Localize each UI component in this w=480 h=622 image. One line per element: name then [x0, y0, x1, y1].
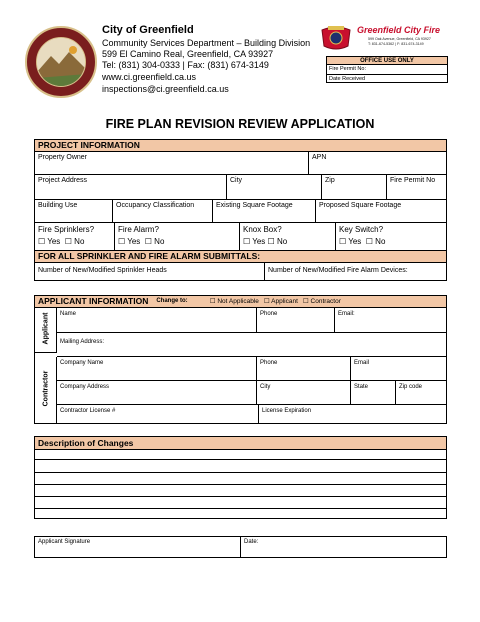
contractor-side-cell — [35, 357, 57, 423]
office-use-box — [326, 56, 448, 83]
city-field[interactable] — [227, 175, 322, 200]
mailing-address-label: Mailing Address: — [60, 339, 105, 345]
company-name-label: Company Name — [60, 360, 104, 366]
description-line[interactable] — [35, 496, 446, 497]
fire-sprinklers-label: Fire Sprinklers? — [38, 225, 95, 234]
city-name: City of Greenfield — [102, 24, 194, 36]
office-fire-permit-field[interactable]: Fire Permit No: — [329, 66, 366, 72]
alarm-devices-label: Number of New/Modified Fire Alarm Devices: — [268, 267, 408, 274]
fire-alarm-yes-checkbox[interactable]: ☐ Yes — [118, 237, 141, 246]
address: 599 El Camino Real, Greenfield, CA 93927 — [102, 49, 274, 59]
signature-field[interactable] — [35, 537, 241, 557]
sprinkler-heads-field[interactable] — [35, 263, 265, 280]
signature-label: Applicant Signature — [38, 539, 91, 545]
company-name-field[interactable] — [57, 357, 257, 381]
project-address-label: Project Address — [38, 177, 88, 184]
applicant-phone-field[interactable] — [257, 308, 335, 333]
building-use-field[interactable] — [35, 200, 113, 223]
applicant-section — [34, 295, 447, 424]
project-header: PROJECT INFORMATION — [35, 140, 446, 152]
mailing-address-field[interactable] — [57, 333, 446, 357]
occupancy-label: Occupancy Classification — [116, 202, 195, 209]
applicant-checkbox[interactable]: ☐ Applicant — [263, 298, 298, 305]
contractor-side-label: Contractor — [42, 370, 50, 407]
existing-sqft-field[interactable] — [213, 200, 316, 223]
fire-sprinklers-no-checkbox[interactable]: ☐ No — [64, 237, 85, 246]
applicant-header — [35, 296, 446, 308]
contractor-email-field[interactable] — [351, 357, 446, 381]
fire-permit-field[interactable] — [387, 175, 446, 200]
license-field[interactable] — [57, 405, 259, 423]
contractor-phone-field[interactable] — [257, 357, 351, 381]
applicant-name-label: Name — [60, 311, 77, 317]
applicant-email-field[interactable] — [335, 308, 446, 333]
contractor-zip-label: Zip code — [399, 384, 423, 390]
project-section — [34, 139, 447, 263]
contractor-zip-field[interactable] — [396, 381, 446, 405]
signature-date-label: Date: — [244, 539, 259, 545]
fire-sprinklers-field — [35, 223, 115, 251]
knox-box-field — [240, 223, 336, 251]
department: Community Services Department – Building Division — [102, 38, 311, 48]
fire-alarm-no-checkbox[interactable]: ☐ No — [144, 237, 165, 246]
license-expiration-field[interactable] — [259, 405, 446, 423]
description-line[interactable] — [35, 508, 446, 509]
project-address-field[interactable] — [35, 175, 227, 200]
signature-date-field[interactable] — [241, 537, 446, 557]
not-applicable-checkbox[interactable]: ☐ Not Applicable — [209, 298, 259, 305]
apn-field[interactable] — [309, 152, 446, 175]
apn-label: APN — [312, 154, 327, 161]
city-label: City — [230, 177, 243, 184]
fire-department-address: 599 Oak Avenue, Greenfield, CA 93927 — [368, 37, 431, 41]
fire-sprinklers-yes-checkbox[interactable]: ☐ Yes — [38, 237, 61, 246]
office-use-header: OFFICE USE ONLY — [327, 57, 447, 65]
applicant-header-label: APPLICANT INFORMATION — [38, 296, 149, 306]
sprinkler-header: FOR ALL SPRINKLER AND FIRE ALARM SUBMITTALS: — [35, 251, 446, 262]
applicant-email-label: Email: — [338, 311, 355, 317]
description-line[interactable] — [35, 472, 446, 473]
knox-box-yes-checkbox[interactable]: ☐ Yes — [243, 237, 266, 246]
contractor-state-field[interactable] — [351, 381, 396, 405]
fire-alarm-label: Fire Alarm? — [118, 225, 159, 234]
applicant-side-label: Applicant — [42, 312, 50, 345]
contractor-checkbox[interactable]: ☐ Contractor — [302, 298, 341, 305]
fire-department-badge-icon — [318, 24, 354, 52]
fire-permit-label: Fire Permit No — [390, 177, 436, 184]
license-expiration-label: License Expiration — [262, 408, 312, 414]
proposed-sqft-field[interactable] — [316, 200, 446, 223]
alarm-devices-field[interactable] — [265, 263, 446, 280]
existing-sqft-label: Existing Square Footage — [216, 202, 293, 209]
form-title: FIRE PLAN REVISION REVIEW APPLICATION — [105, 117, 375, 131]
fire-department-phone: T: 831-674-5362 | F: 831-674-3149 — [368, 42, 424, 46]
description-header: Description of Changes — [35, 437, 446, 450]
website-link[interactable]: www.ci.greenfield.ca.us — [102, 72, 197, 82]
description-section — [34, 436, 447, 519]
knox-box-label: Knox Box? — [243, 225, 282, 234]
property-owner-field[interactable] — [35, 152, 309, 175]
fire-department-name: Greenfield City Fire — [357, 25, 441, 35]
key-switch-yes-checkbox[interactable]: ☐ Yes — [339, 237, 362, 246]
contractor-email-label: Email — [354, 360, 370, 366]
license-label: Contractor License # — [60, 408, 116, 414]
contractor-phone-label: Phone — [260, 360, 278, 366]
applicant-phone-label: Phone — [260, 311, 278, 317]
proposed-sqft-label: Proposed Square Footage — [319, 202, 402, 209]
applicant-name-field[interactable] — [57, 308, 257, 333]
knox-box-no-checkbox[interactable]: ☐ No — [267, 237, 288, 246]
contractor-city-field[interactable] — [257, 381, 351, 405]
occupancy-field[interactable] — [113, 200, 213, 223]
email-link[interactable]: inspections@ci.greenfield.ca.us — [102, 84, 229, 94]
description-line[interactable] — [35, 484, 446, 485]
key-switch-label: Key Switch? — [339, 225, 384, 234]
fire-alarm-field — [115, 223, 240, 251]
key-switch-no-checkbox[interactable]: ☐ No — [365, 237, 386, 246]
sprinkler-counts-row — [34, 263, 447, 281]
phone-fax: Tel: (831) 304-0333 | Fax: (831) 674-3149 — [102, 60, 269, 70]
company-address-field[interactable] — [57, 381, 257, 405]
description-line[interactable] — [35, 459, 446, 460]
key-switch-field — [336, 223, 446, 251]
applicant-side-cell — [35, 308, 57, 353]
change-to-label: Change to: — [156, 298, 188, 304]
property-owner-label: Property Owner — [38, 154, 88, 161]
zip-label: Zip — [325, 177, 335, 184]
contractor-state-label: State — [354, 384, 369, 390]
company-address-label: Company Address — [60, 384, 110, 390]
office-date-received-field[interactable]: Date Received — [327, 74, 447, 83]
building-use-label: Building Use — [38, 202, 78, 209]
city-seal — [25, 26, 97, 98]
seal-mountain-icon — [36, 37, 86, 87]
sprinkler-heads-label: Number of New/Modified Sprinkler Heads — [38, 267, 167, 274]
zip-field[interactable] — [322, 175, 387, 200]
signature-section — [34, 536, 447, 558]
contractor-city-label: City — [260, 384, 271, 390]
